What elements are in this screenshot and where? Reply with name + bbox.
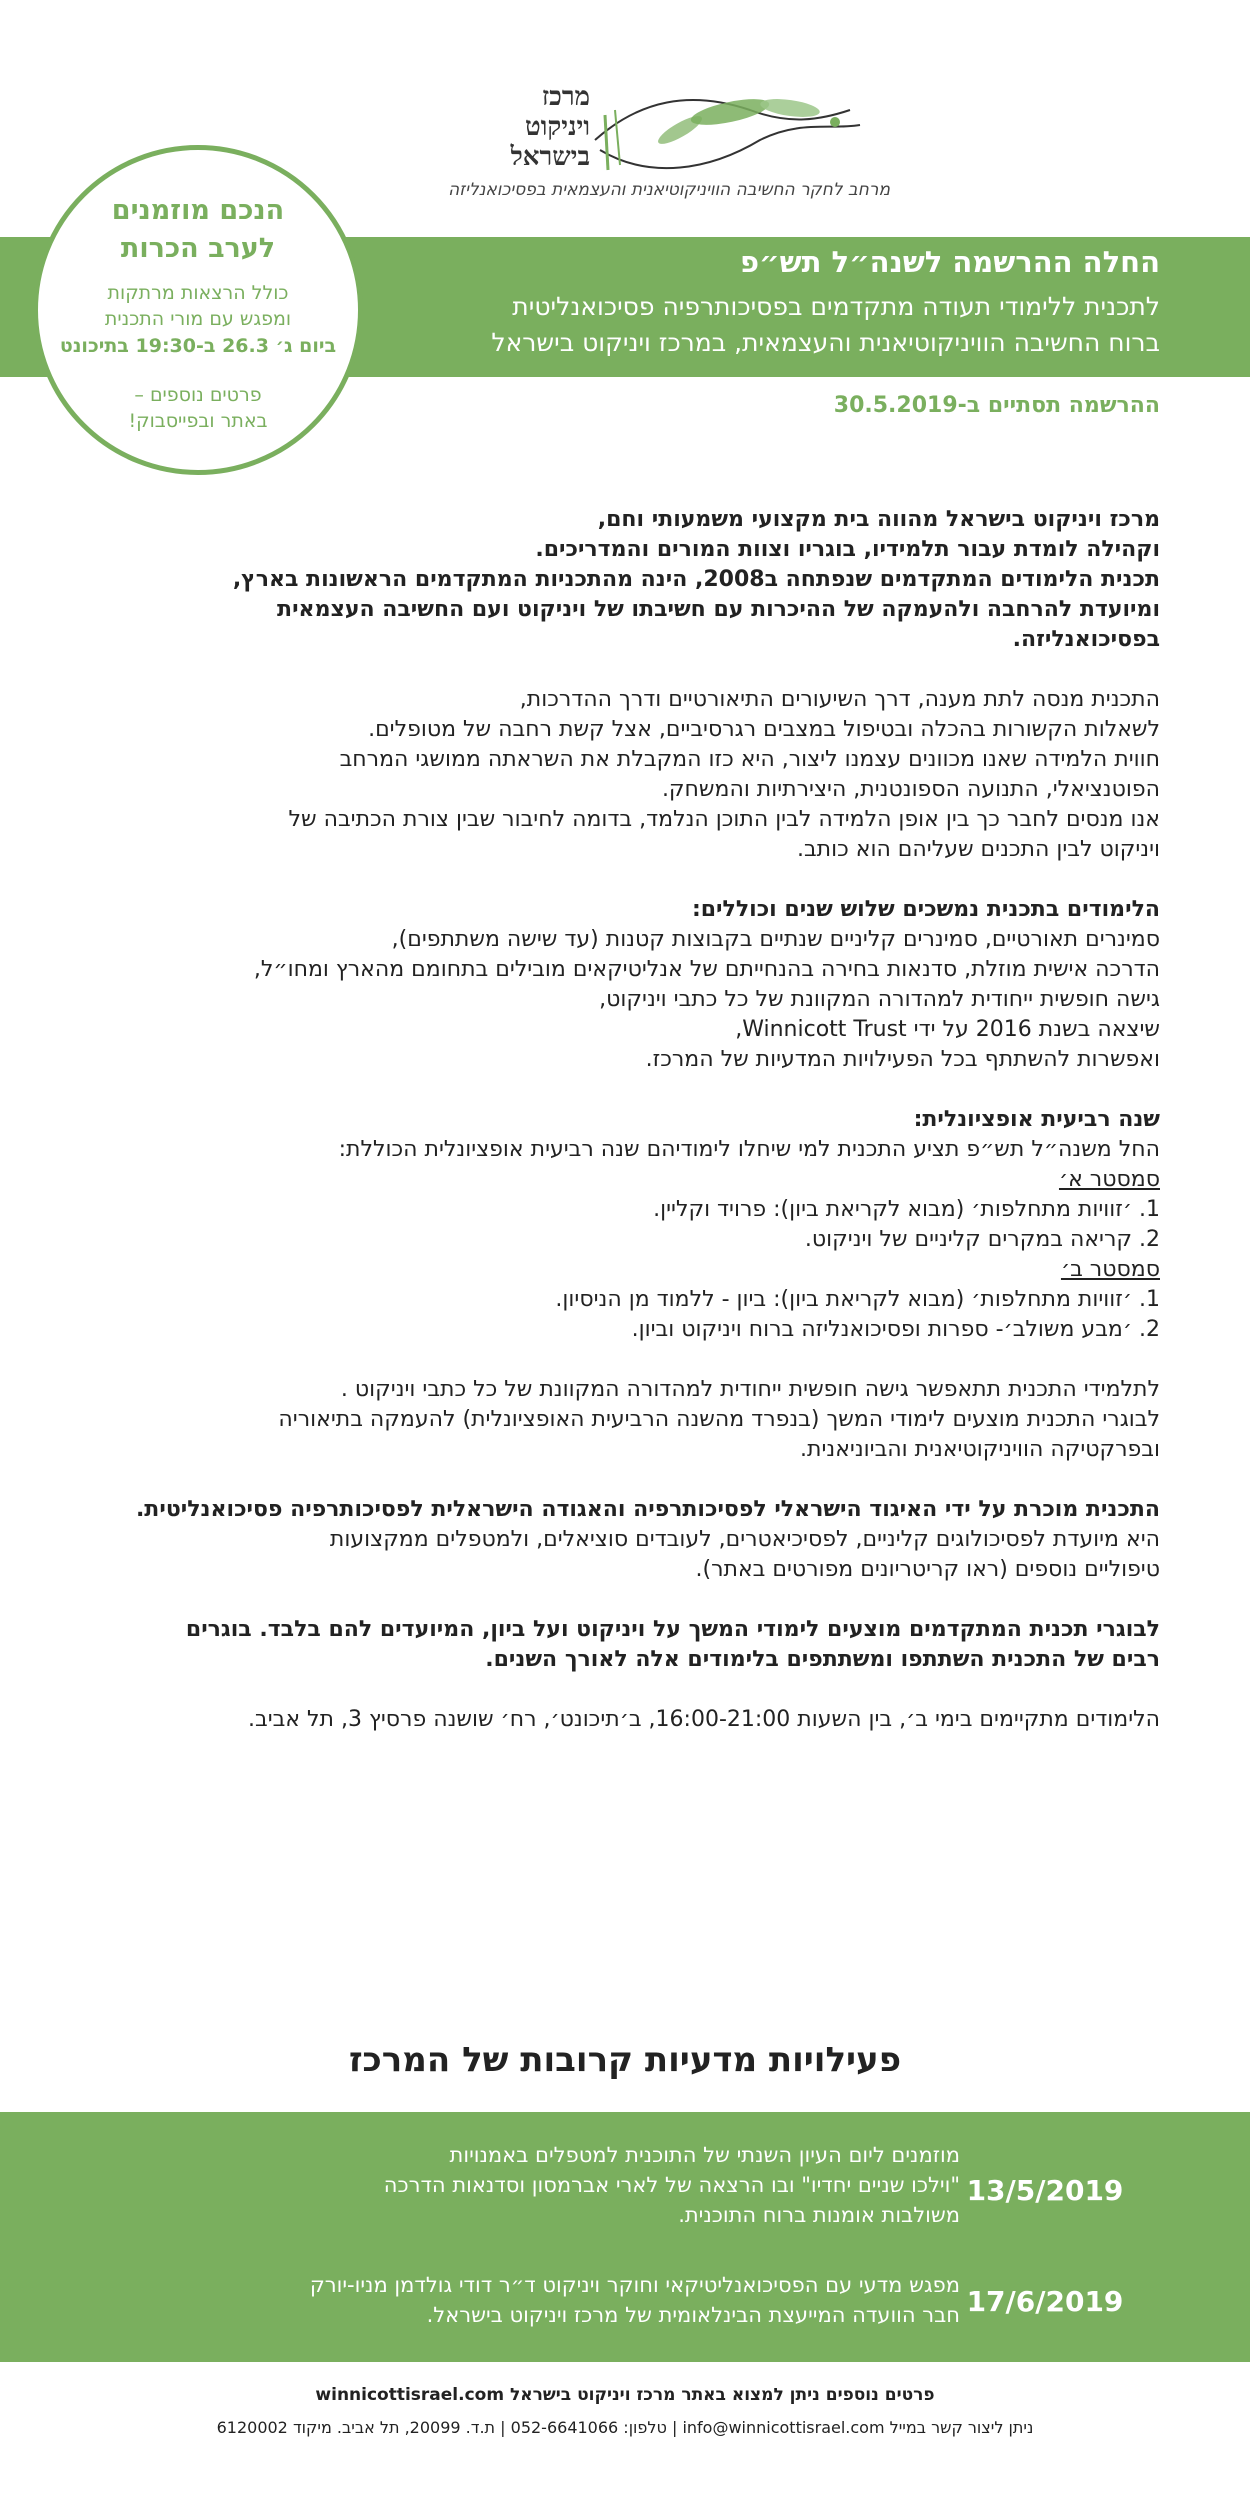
intro-line: תכנית הלימודים המתקדמים שנפתחה ב2008, הינה מהתכניות המתקדמים הראשונות בארץ, (232, 567, 1160, 592)
activity-line: חבר הוועדה המייעצת הבינלאומית של מרכז ויניקוט בישראל. (426, 2303, 960, 2327)
invitation-title-line-1: הנכם מוזמנים (111, 195, 285, 226)
audience-line: היא מיועדת לפסיכולוגים קליניים, לפסיכיאטרים, לעובדים סוציאלים, ולמטפלים ממקצועות (329, 1527, 1160, 1552)
activity-line: משולבות אומנות ברוח התוכנית. (678, 2203, 960, 2227)
approach-line: חווית הלמידה שאנו מכוונים עצמנו ליצור, היא כזו המקבלת את השראתה ממושגי המרחב (339, 747, 1160, 772)
fourth-year-title: שנה רביעית אופציונלית: (913, 1107, 1160, 1132)
invitation-title (33, 192, 363, 268)
semester-b-item: 1. ׳זוויות מתחלפות׳ (מבוא לקריאת ביון): ביון - ללמוד מן הניסיון. (555, 1287, 1160, 1312)
semester-a-item: 1. ׳זוויות מתחלפות׳ (מבוא לקריאת ביון): פרויד וקליין. (653, 1197, 1160, 1222)
schedule-line: הלימודים מתקיימים בימי ב׳, בין השעות 16:00-21:00, ב׳תיכונט׳, רח׳ שושנה פרסיץ 3, תל אביב. (248, 1707, 1160, 1732)
access-line: ובפרקטיקה הוויניקוטיאנית והביוניאנית. (800, 1437, 1160, 1462)
activities-title: פעילויות מדעיות קרובות של המרכז (348, 2040, 902, 2080)
intro-line: וקהילה לומדת עבור תלמידיו, בוגריו וצוות המורים והמדריכים. (535, 537, 1160, 562)
curriculum-line: ואפשרות להשתתף בכל הפעילויות המדעיות של המרכז. (645, 1047, 1160, 1072)
header-subtitle-1: לתכנית ללימודי תעודה מתקדמים בפסיכותרפיה פסיכואנליטית (512, 292, 1160, 321)
approach-line: ויניקוט לבין התכנים שעליהם הוא כותב. (796, 837, 1160, 862)
footer-website[interactable]: פרטים נוספים ניתן למצוא באתר מרכז ויניקוט בישראל winnicottisrael.com (315, 2385, 935, 2405)
activity-date: 17/6/2019 (966, 2285, 1124, 2318)
logo-tagline: מרחב לחקר החשיבה הוויניקוטיאנית והעצמאית בפסיכואנליזה (448, 180, 890, 200)
graduates-line: לבוגרי תכנית המתקדמים מוצעים לימודי המשך על ויניקוט ועל ביון, המיועדים להם בלבד. בוגרים (185, 1617, 1160, 1642)
invitation-website-link[interactable]: באתר ובפייסבוק! (128, 410, 268, 432)
activity-date: 13/5/2019 (966, 2174, 1124, 2207)
curriculum-line: שיצאה בשנת 2016 על ידי Winnicott Trust, (735, 1017, 1160, 1042)
activity-line: מפגש מדעי עם הפסיכואנליטיקאי וחוקר ויניקוט ד״ר דודי גולדמן מניו-יורק (309, 2273, 960, 2297)
invitation-line-2: ומפגש עם מורי התכנית (104, 308, 292, 330)
approach-line: הפוטנציאלי, התנועה הספונטנית, היצירתיות והמשחק. (661, 777, 1160, 802)
header-subtitle-2: ברוח החשיבה הוויניקוטיאנית והעצמאית, במרכז ויניקוט בישראל (491, 328, 1160, 357)
audience-line: טיפוליים נוספים (ראו קריטריונים מפורטים באתר). (695, 1557, 1160, 1582)
invitation-more-info: פרטים נוספים – (134, 384, 262, 406)
semester-b-heading: סמסטר ב׳ (1060, 1257, 1160, 1282)
logo-text (430, 82, 590, 172)
header-title: החלה ההרשמה לשנה״ל תש״פ (739, 245, 1160, 279)
activity-line: "וילכו שניים יחדיו" ובו הרצאה של לארי אברמסון וסדנאות הדרכה (383, 2173, 960, 2197)
intro-line: ומיועדת להרחבה ולהעמקה של ההיכרות עם חשיבתו של ויניקוט ועם החשיבה העצמאית (277, 597, 1160, 622)
curriculum-title: הלימודים בתכנית נמשכים שלוש שנים וכוללים: (691, 897, 1160, 922)
approach-line: לשאלות הקשורות בהכלה ובטיפול במצבים רגרסיביים, אצל קשת רחבה של מטופלים. (368, 717, 1160, 742)
invitation-line-1: כולל הרצאות מרתקות (107, 282, 289, 304)
semester-a-item: 2. קריאה במקרים קליניים של ויניקוט. (804, 1227, 1160, 1252)
approach-line: אנו מנסים לחבר כך בין אופן הלמידה לבין התוכן הנלמד, בדומה לחיבור שבין צורת הכתיבה של (288, 807, 1160, 832)
intro-line: מרכז ויניקוט בישראל מהווה בית מקצועי משמעותי וחם, (597, 507, 1160, 532)
semester-a-heading: סמסטר א׳ (1058, 1167, 1160, 1192)
activity-line: מוזמנים ליום העיון השנתי של התוכנית למטפלים באמנויות (449, 2143, 960, 2167)
fourth-year-intro: החל משנה״ל תש״פ תציע התכנית למי שיחלו לימודיהם שנה רביעית אופציונלית הכוללת: (338, 1137, 1160, 1162)
logo-line-2: ויניקוט (524, 112, 590, 142)
approach-line: התכנית מנסה לתת מענה, דרך השיעורים התיאורטיים ודרך ההדרכות, (519, 687, 1160, 712)
logo-line-1: מרכז (541, 82, 590, 112)
graduates-line: רבים של התכנית השתתפו ומשתתפים בלימודים אלה לאורך השנים. (485, 1647, 1160, 1672)
main-content (80, 505, 1160, 1735)
accreditation-line: התכנית מוכרת על ידי האיגוד הישראלי לפסיכותרפיה והאגודה הישראלית לפסיכותרפיה פסיכואנליטית. (135, 1497, 1160, 1522)
curriculum-line: סמינרים תאורטיים, סמינרים קליניים שנתיים בקבוצות קטנות (עד שישה משתתפים), (391, 927, 1160, 952)
access-line: לתלמידי התכנית תתאפשר גישה חופשית ייחודית למהדורה המקוונת של כל כתבי ויניקוט . (340, 1377, 1160, 1402)
activity-description (200, 2270, 960, 2330)
access-line: לבוגרי התכנית מוצעים לימודי המשך (בנפרד מהשנה הרביעית האופציונלית) להעמקה בתיאוריה (278, 1407, 1160, 1432)
invitation-date: ביום ג׳ 26.3 ב-19:30 בתיכונט (59, 335, 337, 357)
curriculum-line: הדרכה אישית מוזלת, סדנאות בחירה בהנחייתם של אנליטיקאים מובילים בתחומם מהארץ ומחו״ל, (253, 957, 1160, 982)
activity-description (200, 2140, 960, 2230)
footer-contact[interactable]: ניתן ליצור קשר במייל info@winnicottisrael.com | טלפון: 052-6641066 | ת.ד. 20099, תל אביב. מיקוד 6120002 (216, 2418, 1034, 2437)
intro-line: בפסיכואנליזה. (1012, 627, 1160, 652)
logo-line-3: בישראל (510, 142, 590, 172)
invitation-title-line-2: לערב הכרות (120, 233, 276, 264)
registration-deadline: ההרשמה תסתיים ב-30.5.2019 (833, 393, 1160, 418)
semester-b-item: 2. ׳מבע משולב׳- ספרות ופסיכואנליזה ברוח ויניקוט וביון. (631, 1317, 1160, 1342)
curriculum-line: גישה חופשית ייחודית למהדורה המקוונת של כל כתבי ויניקוט, (599, 987, 1160, 1012)
